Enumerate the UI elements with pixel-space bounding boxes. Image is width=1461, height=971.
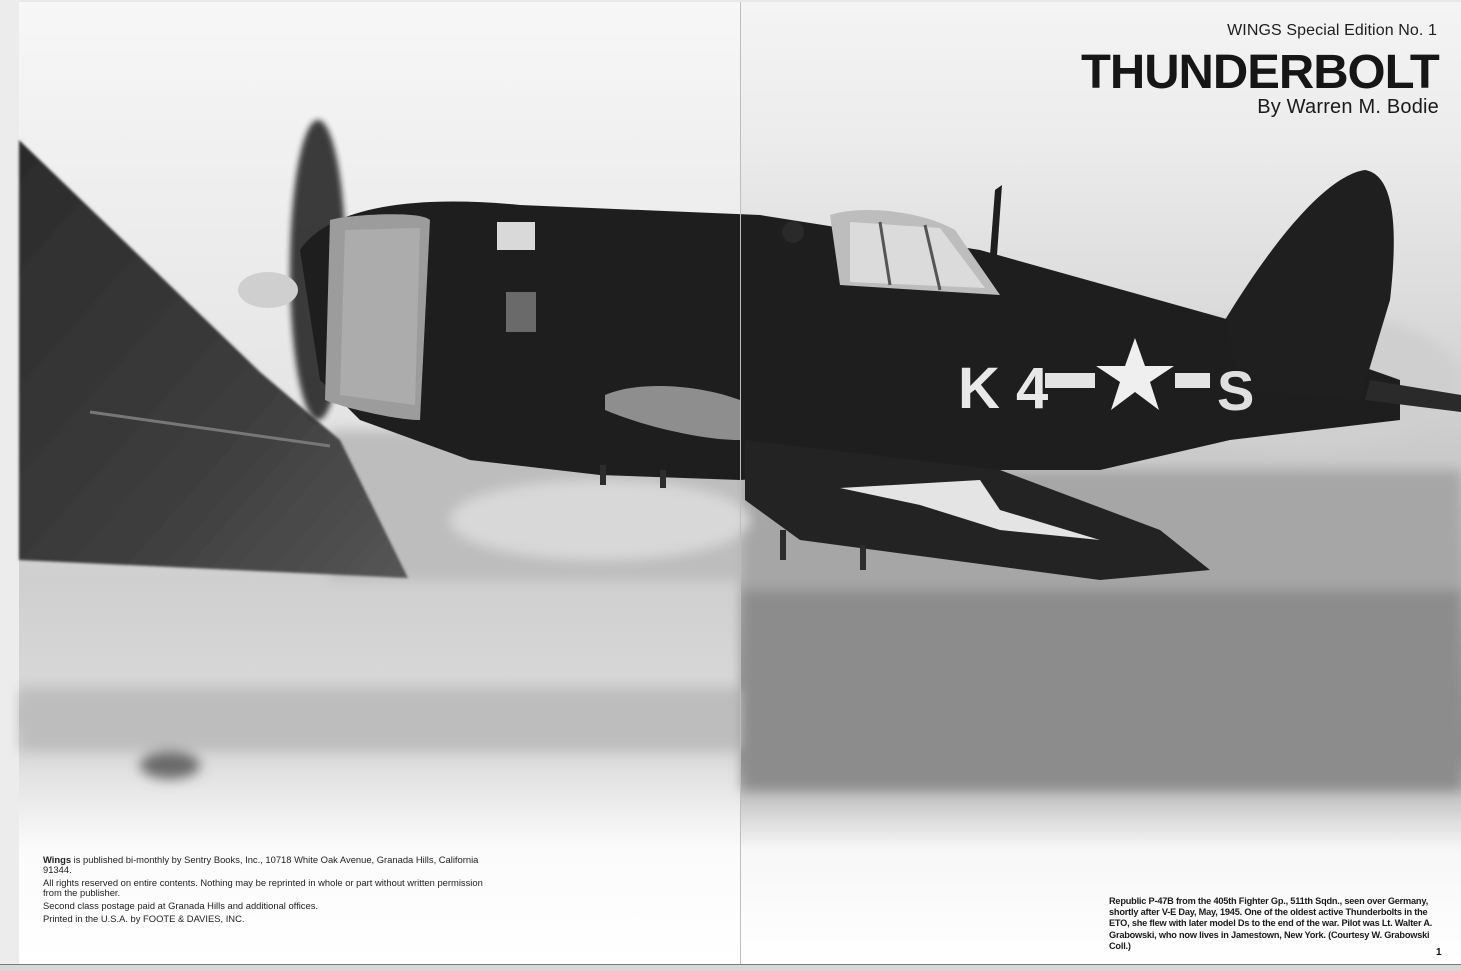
spinner (238, 272, 298, 308)
pilot-head (782, 221, 804, 243)
imprint-line-4: Printed in the U.S.A. by FOOTE & DAVIES, INC. (43, 912, 245, 924)
article-title: THUNDERBOLT (1081, 46, 1439, 99)
exhaust-panel (506, 292, 536, 332)
publisher-imprint (43, 855, 483, 926)
imprint-line-3: Second class postage paid at Granada Hills and additional offices. (43, 900, 319, 911)
cowling-highlight (340, 228, 420, 405)
aircraft-letter: S (1217, 359, 1255, 422)
page-gutter (740, 2, 741, 964)
series-label: WINGS Special Edition No. 1 (1227, 22, 1437, 39)
author-byline: By Warren M. Bodie (1257, 96, 1439, 118)
radio-mast (990, 185, 1002, 255)
imprint-line-2: All rights reserved on entire contents. Nothing may be reprinted in whole or part without written permission from the publisher. (43, 877, 483, 899)
page-number: 1 (1436, 947, 1442, 958)
photo-caption: Republic P-47B from the 405th Fighter Gp., 511th Sqdn., seen over Germany, shortly after V-E Day, May, 1945. One of the oldest active Thunderbolts in the ETO, she flew with later model Ds to the end of the war. Pilot was Lt. Walter A. Grabowski, who now lives in Jamestown, New York. (Courtesy W. Grabowski Coll.) (1109, 896, 1433, 951)
publication-name: Wings (43, 854, 72, 865)
imprint-line-1: is published bi-monthly by Sentry Books, Inc., 10718 White Oak Avenue, Granada Hills, California 91344. (43, 854, 479, 876)
squadron-code: K 4 (958, 356, 1049, 421)
cowl-panel-marking (497, 222, 535, 250)
